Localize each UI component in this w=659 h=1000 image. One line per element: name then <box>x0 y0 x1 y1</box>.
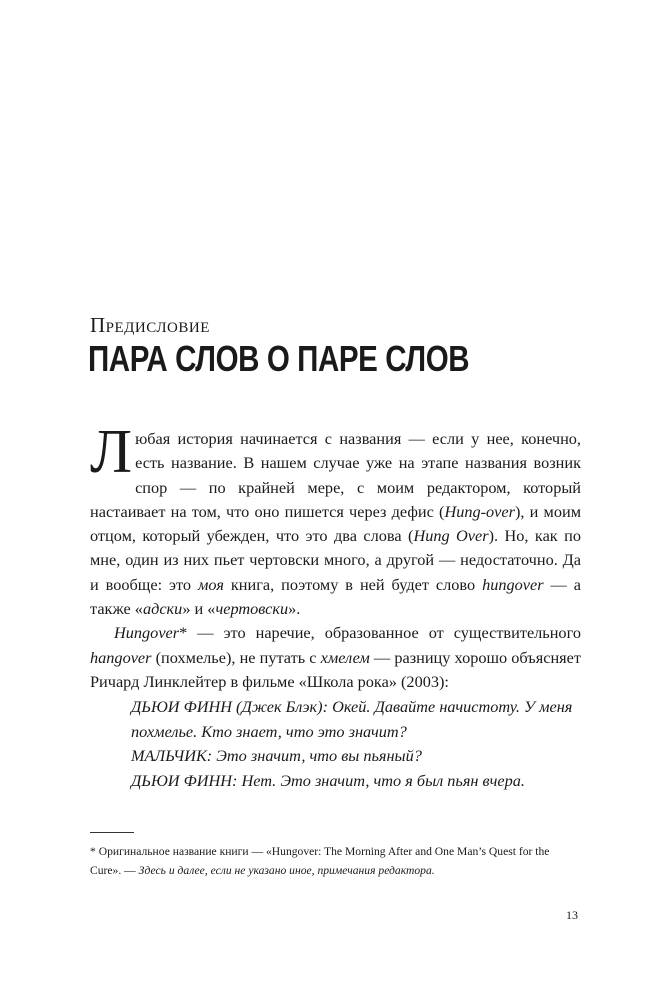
quote-line: похмелье. Кто знает, что это значит? <box>131 721 407 741</box>
footnote <box>90 842 581 880</box>
footnote-text: * Оригинальное название книги — «Hungover: The Morning After and One Man’s Quest for the Cure». — <box>90 845 550 877</box>
p2-italic-3: хмелем <box>320 647 370 667</box>
p1-italic-2: Hung Over <box>413 526 489 546</box>
page-number: 13 <box>566 908 578 922</box>
p2-italic-2: hangover <box>90 647 152 667</box>
paragraph-2 <box>90 621 581 694</box>
quote-line: ДЬЮИ ФИНН (Джек Блэк): Окей. Давайте начистоту. У меня <box>131 697 573 716</box>
p1-italic-5: адски <box>142 599 183 619</box>
footnote-divider <box>90 832 134 833</box>
p1-text-6: » и « <box>182 599 216 619</box>
p1-text-7: ». <box>288 599 301 619</box>
p2-text-1: * — это наречие, образованное от существительного <box>179 623 581 643</box>
p1-text-4: книга, поэтому в ней будет слово <box>223 574 483 594</box>
p1-italic-6: чертовски <box>215 599 289 619</box>
p1-italic-1: Hung-over <box>444 501 515 521</box>
section-kicker: Предисловие <box>90 313 210 337</box>
p1-text-1: юбая история начинается с названия — если у нее, конечно, есть название. В нашем случае уже на этапе названия возник спор — по крайней мере, с моим редактором, который настаивает на том, что оно пишется через дефис ( <box>90 429 581 521</box>
body-text <box>90 418 581 694</box>
p2-text-2: (похмелье), не путать с <box>151 647 321 667</box>
p1-text-3: ). Но, как по мне, один из них пьет чертовски много, а другой — недостаточно. Да и вообще: это <box>90 526 581 594</box>
quote-line: МАЛЬЧИК: Это значит, что вы пьяный? <box>131 746 422 766</box>
p2-italic-1: Hungover <box>114 623 180 643</box>
p1-italic-3: моя <box>198 574 224 594</box>
quote-line: ДЬЮИ ФИНН: Нет. Это значит, что я был пьян вчера. <box>131 770 525 790</box>
p1-text-2: ), и моим отцом, который убежден, что это два слова ( <box>90 501 581 546</box>
chapter-title: ПАРА СЛОВ О ПАРЕ СЛОВ <box>88 338 470 379</box>
footnote-italic: Здесь и далее, если не указано иное, примечания редактора. <box>138 864 435 877</box>
p2-text-3: — разницу хорошо объясняет Ричард Линклейтер в фильме «Школа рока» (2003): <box>90 647 581 691</box>
dialogue-quote <box>131 695 591 793</box>
paragraph-1 <box>90 418 581 621</box>
p1-italic-4: hungover <box>482 574 544 594</box>
p1-text-5: — а также « <box>90 574 581 619</box>
drop-cap: Л <box>90 418 133 486</box>
